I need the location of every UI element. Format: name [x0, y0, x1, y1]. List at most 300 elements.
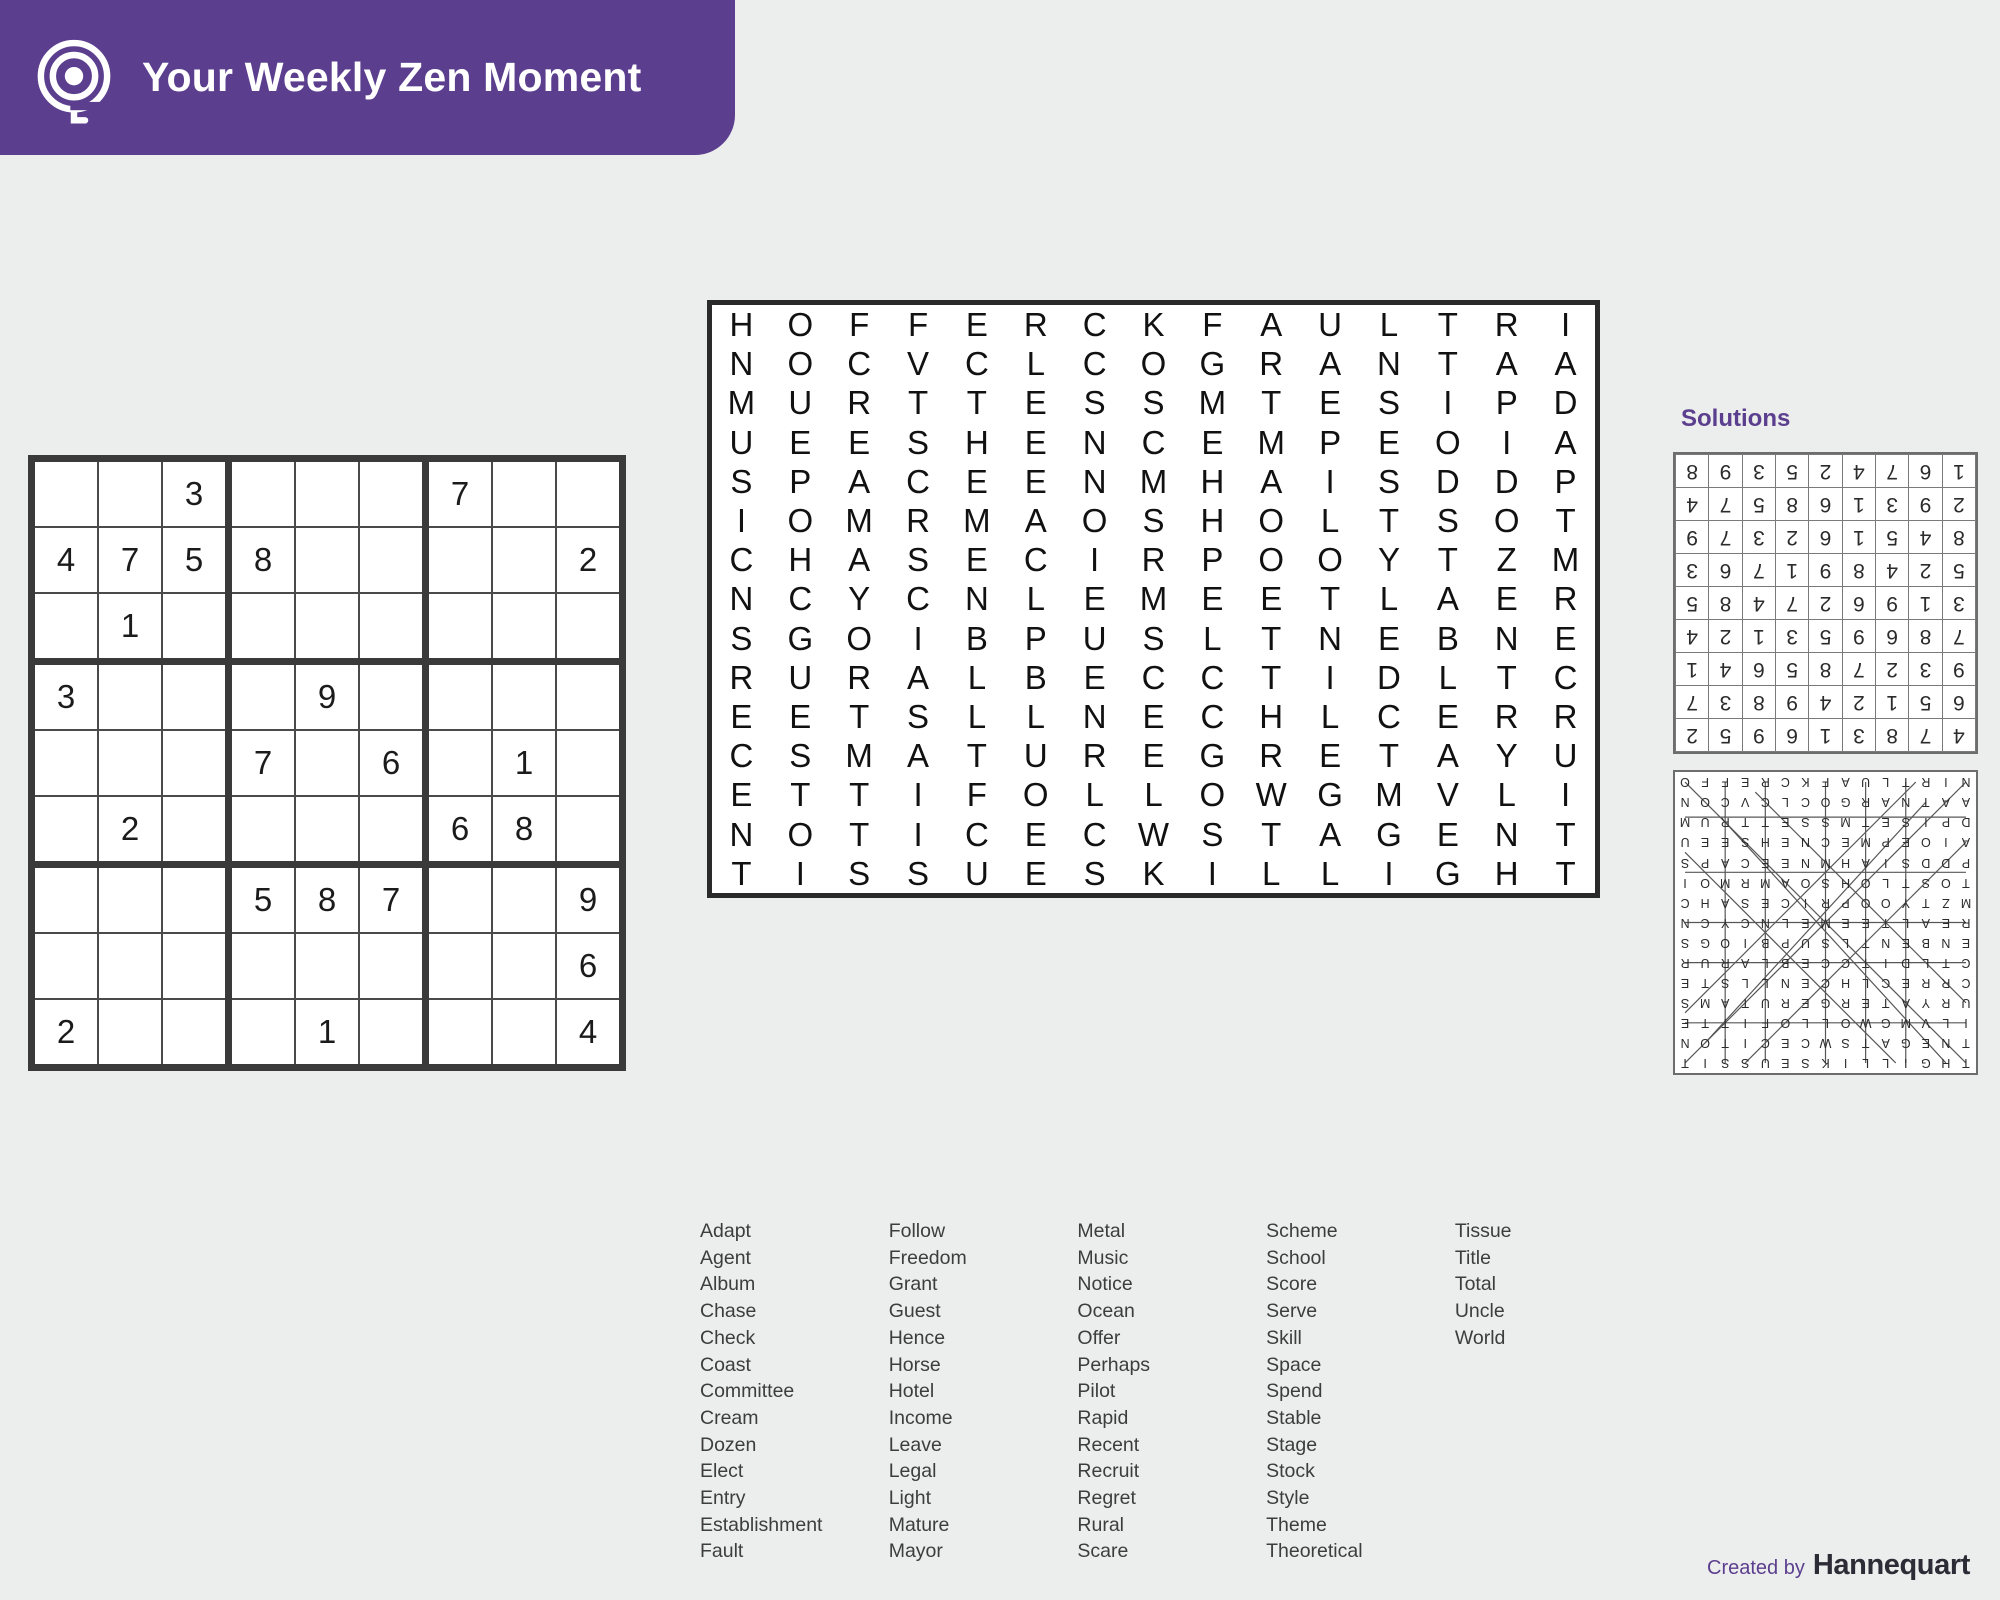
sudoku-cell[interactable]: 2 [32, 999, 99, 1068]
sudoku-cell[interactable] [556, 662, 623, 731]
word-search-cell[interactable]: L [967, 658, 987, 696]
word-search-cell[interactable]: R [1553, 580, 1578, 618]
word-search-cell[interactable]: F [907, 306, 929, 344]
word-search-cell[interactable]: O [846, 619, 872, 657]
word-search-cell[interactable]: N [1494, 815, 1519, 853]
word-search-cell[interactable]: Z [1496, 541, 1517, 579]
word-search-cell[interactable]: A [1319, 815, 1342, 853]
sudoku-cell[interactable] [295, 527, 359, 593]
word-search-cell[interactable]: O [1022, 776, 1049, 814]
word-search-cell[interactable]: P [1554, 462, 1577, 500]
word-search-cell[interactable]: R [847, 384, 872, 422]
sudoku-cell[interactable] [359, 527, 426, 593]
word-search-cell[interactable]: B [1024, 658, 1047, 696]
word-search-cell[interactable]: E [1142, 737, 1165, 775]
word-search-cell[interactable]: F [1202, 306, 1223, 344]
sudoku-cell[interactable] [556, 730, 623, 796]
sudoku-cell[interactable] [32, 796, 99, 865]
word-search-cell[interactable]: M [845, 502, 873, 540]
word-search-cell[interactable]: C [1082, 815, 1107, 853]
word-search-cell[interactable]: O [1140, 345, 1167, 383]
sudoku-cell[interactable] [426, 593, 493, 662]
sudoku-cell[interactable] [162, 796, 229, 865]
sudoku-cell[interactable] [492, 999, 556, 1068]
word-search-cell[interactable]: A [1436, 580, 1459, 618]
word-search-cell[interactable]: S [1083, 384, 1106, 422]
word-search-cell[interactable]: S [1142, 502, 1165, 540]
word-search-cell[interactable]: C [1200, 658, 1225, 696]
word-search-cell[interactable]: I [1325, 658, 1335, 696]
sudoku-cell[interactable] [295, 593, 359, 662]
word-search-cell[interactable]: S [730, 619, 753, 657]
word-search-cell[interactable]: E [1024, 462, 1047, 500]
sudoku-cell[interactable]: 8 [492, 796, 556, 865]
word-search-cell[interactable]: O [787, 306, 814, 344]
sudoku-cell[interactable] [229, 593, 296, 662]
sudoku-cell[interactable]: 6 [426, 796, 493, 865]
word-search-cell[interactable]: L [1320, 854, 1340, 892]
sudoku-cell[interactable] [162, 662, 229, 731]
sudoku-cell[interactable] [426, 865, 493, 934]
word-search-cell[interactable]: E [730, 776, 753, 814]
word-search-cell[interactable]: C [906, 580, 930, 618]
word-search-cell[interactable]: A [848, 462, 871, 500]
word-search-cell[interactable]: E [1083, 658, 1106, 696]
sudoku-cell[interactable] [426, 527, 493, 593]
word-search-cell[interactable]: T [731, 854, 752, 892]
word-search-cell[interactable]: I [1090, 541, 1100, 579]
sudoku-cell[interactable] [98, 865, 162, 934]
word-search-cell[interactable]: E [1554, 619, 1577, 657]
word-search-cell[interactable]: S [907, 423, 930, 461]
word-search-cell[interactable]: D [1494, 462, 1519, 500]
word-search-cell[interactable]: N [1318, 619, 1343, 657]
word-search-cell[interactable]: U [1082, 619, 1107, 657]
sudoku-cell[interactable] [359, 593, 426, 662]
word-search-cell[interactable]: U [1553, 737, 1578, 775]
word-search-cell[interactable]: N [1082, 462, 1107, 500]
word-search-cell[interactable]: H [1494, 854, 1519, 892]
sudoku-cell[interactable]: 9 [556, 865, 623, 934]
word-search-cell[interactable]: R [729, 658, 754, 696]
word-search-cell[interactable]: Y [1495, 737, 1518, 775]
sudoku-cell[interactable] [162, 730, 229, 796]
word-search-cell[interactable]: C [1200, 698, 1225, 736]
word-search-cell[interactable]: I [1443, 384, 1453, 422]
word-search-cell[interactable]: T [966, 384, 987, 422]
word-search-cell[interactable]: P [1024, 619, 1047, 657]
word-search-cell[interactable]: A [1436, 737, 1459, 775]
word-search-cell[interactable]: E [1377, 423, 1400, 461]
word-search-cell[interactable]: U [788, 384, 813, 422]
word-search-cell[interactable]: E [1024, 854, 1047, 892]
word-search-cell[interactable]: L [1320, 698, 1340, 736]
word-search-cell[interactable]: R [1023, 306, 1048, 344]
word-search-cell[interactable]: E [1495, 580, 1518, 618]
word-search-cell[interactable]: U [1318, 306, 1343, 344]
word-search-cell[interactable]: E [730, 698, 753, 736]
word-search-cell[interactable]: N [1082, 698, 1107, 736]
sudoku-cell[interactable] [359, 933, 426, 999]
word-search-cell[interactable]: E [1024, 384, 1047, 422]
word-search-cell[interactable]: U [1023, 737, 1048, 775]
sudoku-cell[interactable] [229, 933, 296, 999]
word-search-cell[interactable]: U [964, 854, 989, 892]
word-search-cell[interactable]: O [1317, 541, 1343, 579]
word-search-cell[interactable]: H [729, 306, 754, 344]
word-search-cell[interactable]: E [1083, 580, 1106, 618]
word-search-cell[interactable]: O [1258, 541, 1285, 579]
word-search-cell[interactable]: L [1026, 580, 1045, 618]
word-search-cell[interactable]: C [1082, 306, 1107, 344]
word-search-cell[interactable]: S [848, 854, 871, 892]
word-search-cell[interactable]: I [736, 502, 747, 540]
word-search-cell[interactable]: C [964, 345, 989, 383]
word-search-cell[interactable]: I [1560, 306, 1571, 344]
word-search-cell[interactable]: C [1141, 423, 1166, 461]
sudoku-cell[interactable] [426, 933, 493, 999]
word-search-cell[interactable]: A [1554, 345, 1577, 383]
word-search-cell[interactable]: L [1144, 776, 1163, 814]
word-search-cell[interactable]: G [1434, 854, 1461, 892]
word-search-cell[interactable]: L [1379, 306, 1399, 344]
word-search-cell[interactable]: I [1207, 854, 1217, 892]
word-search-cell[interactable]: L [967, 698, 987, 736]
sudoku-cell[interactable] [229, 459, 296, 528]
word-search-cell[interactable]: D [1377, 658, 1401, 696]
word-search-cell[interactable]: M [1551, 541, 1580, 579]
word-search-cell[interactable]: E [1377, 619, 1400, 657]
sudoku-cell[interactable] [162, 933, 229, 999]
sudoku-cell[interactable] [359, 999, 426, 1068]
word-search-cell[interactable]: I [795, 854, 805, 892]
word-search-cell[interactable]: A [907, 737, 930, 775]
word-search-cell[interactable]: I [1560, 776, 1571, 814]
word-search-cell[interactable]: T [966, 737, 987, 775]
sudoku-cell[interactable]: 7 [426, 459, 493, 528]
word-search-cell[interactable]: L [1026, 345, 1045, 383]
sudoku-cell[interactable]: 8 [295, 865, 359, 934]
word-search-cell[interactable]: E [848, 423, 871, 461]
sudoku-cell[interactable] [32, 730, 99, 796]
sudoku-cell[interactable]: 4 [32, 527, 99, 593]
sudoku-cell[interactable]: 5 [162, 527, 229, 593]
word-search-cell[interactable]: E [1024, 423, 1047, 461]
word-search-cell[interactable]: H [1259, 698, 1284, 736]
word-search-cell[interactable]: P [1495, 384, 1518, 422]
word-search-cell[interactable]: I [913, 619, 923, 657]
word-search-cell[interactable]: C [729, 541, 754, 579]
word-search-cell[interactable]: T [1437, 541, 1458, 579]
word-search-cell[interactable]: H [788, 541, 813, 579]
word-search-cell[interactable]: R [1259, 737, 1284, 775]
word-search-cell[interactable]: L [1026, 698, 1045, 736]
word-search-cell[interactable]: O [1081, 502, 1108, 540]
word-search-cell[interactable]: T [1378, 737, 1400, 775]
sudoku-cell[interactable]: 8 [229, 527, 296, 593]
word-search-cell[interactable]: R [847, 658, 872, 696]
word-search-cell[interactable]: E [1201, 423, 1224, 461]
word-search-cell[interactable]: L [1497, 776, 1516, 814]
word-search-cell[interactable]: N [729, 580, 754, 618]
sudoku-cell[interactable]: 7 [98, 527, 162, 593]
sudoku-cell[interactable] [492, 933, 556, 999]
word-search-cell[interactable]: E [965, 306, 988, 344]
word-search-cell[interactable]: T [790, 776, 811, 814]
word-search-cell[interactable]: A [1024, 502, 1047, 540]
word-search-cell[interactable]: E [965, 541, 988, 579]
sudoku-cell[interactable] [229, 662, 296, 731]
word-search-cell[interactable]: N [1494, 619, 1519, 657]
word-search-cell[interactable]: E [1142, 698, 1165, 736]
word-search-cell[interactable]: T [1496, 658, 1517, 696]
word-search-cell[interactable]: R [906, 502, 930, 540]
word-search-cell[interactable]: Y [848, 580, 871, 618]
sudoku-cell[interactable] [295, 730, 359, 796]
word-search-cell[interactable]: C [847, 345, 872, 383]
word-search-cell[interactable]: G [1376, 815, 1402, 853]
word-search-cell[interactable]: S [1377, 462, 1400, 500]
word-search-cell[interactable]: T [1555, 815, 1576, 853]
word-search-cell[interactable]: V [1436, 776, 1459, 814]
word-search-cell[interactable]: A [1260, 306, 1283, 344]
word-search-cell[interactable]: I [1384, 854, 1394, 892]
word-search-cell[interactable]: P [789, 462, 812, 500]
word-search-cell[interactable]: A [1554, 423, 1577, 461]
word-search-cell[interactable]: G [787, 619, 814, 657]
word-search-cell[interactable]: T [849, 815, 870, 853]
sudoku-cell[interactable] [492, 527, 556, 593]
word-search-cell[interactable]: N [729, 345, 754, 383]
sudoku-cell[interactable]: 2 [556, 527, 623, 593]
sudoku-cell[interactable] [556, 459, 623, 528]
word-search-cell[interactable]: Y [1377, 541, 1400, 579]
sudoku-cell[interactable] [98, 459, 162, 528]
word-search-cell[interactable]: M [1257, 423, 1285, 461]
sudoku-cell[interactable] [492, 865, 556, 934]
word-search-cell[interactable]: T [849, 776, 870, 814]
sudoku-cell[interactable] [162, 865, 229, 934]
sudoku-cell[interactable] [162, 593, 229, 662]
word-search-cell[interactable]: E [1319, 384, 1342, 422]
word-search-cell[interactable]: M [963, 502, 991, 540]
sudoku-cell[interactable] [98, 662, 162, 731]
word-search-cell[interactable]: T [1261, 658, 1282, 696]
word-search-cell[interactable]: O [1199, 776, 1226, 814]
word-search-cell[interactable]: S [1436, 502, 1459, 540]
sudoku-cell[interactable] [359, 662, 426, 731]
word-search-cell[interactable]: E [1201, 580, 1224, 618]
word-search-cell[interactable]: F [849, 306, 870, 344]
sudoku-cell[interactable] [98, 730, 162, 796]
word-search-cell[interactable]: R [1494, 306, 1519, 344]
word-search-cell[interactable]: C [1553, 658, 1578, 696]
sudoku-cell[interactable]: 3 [32, 662, 99, 731]
word-search-cell[interactable]: O [787, 815, 814, 853]
sudoku-cell[interactable] [426, 662, 493, 731]
word-search-cell[interactable]: K [1142, 854, 1165, 892]
word-search-cell[interactable]: S [1142, 384, 1165, 422]
word-search-cell[interactable]: H [1200, 462, 1225, 500]
sudoku-cell[interactable] [295, 933, 359, 999]
word-search-cell[interactable]: S [907, 854, 930, 892]
word-search-cell[interactable]: U [788, 658, 813, 696]
word-search-cell[interactable]: R [1494, 698, 1519, 736]
word-search-cell[interactable]: T [1261, 384, 1282, 422]
sudoku-cell[interactable] [492, 459, 556, 528]
word-search-cell[interactable]: C [906, 462, 930, 500]
word-search-cell[interactable]: C [964, 815, 989, 853]
word-search-cell[interactable]: A [848, 541, 871, 579]
sudoku-cell[interactable]: 1 [295, 999, 359, 1068]
sudoku-cell[interactable]: 6 [359, 730, 426, 796]
word-search-cell[interactable]: C [1082, 345, 1107, 383]
word-search-cell[interactable]: C [1377, 698, 1401, 736]
word-search-cell[interactable]: H [1200, 502, 1225, 540]
word-search-cell[interactable]: L [1320, 502, 1340, 540]
sudoku-cell[interactable] [295, 796, 359, 865]
sudoku-cell[interactable] [556, 593, 623, 662]
word-search-cell[interactable]: L [1085, 776, 1104, 814]
sudoku-cell[interactable] [426, 730, 493, 796]
word-search-cell[interactable]: B [1436, 619, 1459, 657]
sudoku-cell[interactable] [295, 459, 359, 528]
word-search-cell[interactable]: V [907, 345, 930, 383]
word-search-cell[interactable]: E [1319, 737, 1342, 775]
sudoku-cell[interactable] [492, 662, 556, 731]
word-search-cell[interactable]: S [1083, 854, 1106, 892]
word-search-cell[interactable]: M [845, 737, 873, 775]
word-search-cell[interactable]: I [1325, 462, 1335, 500]
word-search-cell[interactable]: P [1319, 423, 1342, 461]
word-search-cell[interactable]: N [964, 580, 989, 618]
word-search-cell[interactable]: E [789, 423, 812, 461]
word-search-cell[interactable]: L [1438, 658, 1457, 696]
word-search-cell[interactable]: T [1437, 345, 1458, 383]
word-search-cell[interactable]: A [907, 658, 930, 696]
sudoku-cell[interactable]: 7 [359, 865, 426, 934]
word-search-cell[interactable]: S [730, 462, 753, 500]
word-search-cell[interactable]: L [1262, 854, 1281, 892]
word-search-cell[interactable]: W [1255, 776, 1287, 814]
word-search-cell[interactable]: M [727, 384, 756, 422]
word-search-cell[interactable]: E [965, 462, 988, 500]
word-search-cell[interactable]: T [1437, 306, 1458, 344]
word-search-cell[interactable]: O [1493, 502, 1520, 540]
word-search-cell[interactable]: E [789, 698, 812, 736]
word-search-cell[interactable]: T [1261, 815, 1282, 853]
word-search-cell[interactable]: E [1436, 815, 1459, 853]
word-search-cell[interactable]: M [1139, 462, 1168, 500]
word-search-cell[interactable]: C [1023, 541, 1048, 579]
word-search-cell[interactable]: T [1261, 619, 1282, 657]
word-search-cell[interactable]: H [964, 423, 989, 461]
sudoku-cell[interactable] [32, 459, 99, 528]
sudoku-cell[interactable] [32, 593, 99, 662]
sudoku-cell[interactable]: 1 [492, 730, 556, 796]
word-search-cell[interactable]: F [966, 776, 987, 814]
word-search-cell[interactable]: W [1137, 815, 1170, 853]
sudoku-cell[interactable] [229, 796, 296, 865]
word-search-cell[interactable]: T [907, 384, 929, 422]
word-search-cell[interactable]: N [1377, 345, 1401, 383]
word-search-cell[interactable]: S [1142, 619, 1165, 657]
word-search-cell[interactable]: R [1553, 698, 1578, 736]
sudoku-cell[interactable] [492, 593, 556, 662]
word-search-cell[interactable]: K [1142, 306, 1165, 344]
word-search-cell[interactable]: A [1260, 462, 1283, 500]
word-search-cell[interactable]: R [1082, 737, 1107, 775]
sudoku-cell[interactable] [229, 999, 296, 1068]
word-search-cell[interactable]: O [1258, 502, 1285, 540]
word-search-cell[interactable]: T [849, 698, 870, 736]
sudoku-cell[interactable] [359, 796, 426, 865]
sudoku-cell[interactable] [556, 796, 623, 865]
word-search-cell[interactable]: I [913, 776, 923, 814]
sudoku-cell[interactable] [98, 933, 162, 999]
word-search-cell[interactable]: T [1378, 502, 1400, 540]
word-search-cell[interactable]: U [729, 423, 754, 461]
word-search-cell[interactable]: E [1024, 815, 1047, 853]
word-search-cell[interactable]: L [1379, 580, 1399, 618]
word-search-cell[interactable]: S [907, 698, 930, 736]
word-search-cell[interactable]: N [729, 815, 754, 853]
word-search-cell[interactable]: O [1434, 423, 1461, 461]
word-search-cell[interactable]: E [1260, 580, 1283, 618]
sudoku-cell[interactable]: 7 [229, 730, 296, 796]
word-search-cell[interactable]: C [729, 737, 754, 775]
word-search-cell[interactable]: O [787, 502, 814, 540]
word-search-cell[interactable]: S [907, 541, 930, 579]
word-search-cell[interactable]: M [1198, 384, 1227, 422]
word-search-cell[interactable]: M [1375, 776, 1403, 814]
sudoku-cell[interactable]: 1 [98, 593, 162, 662]
sudoku-cell[interactable] [32, 865, 99, 934]
sudoku-cell[interactable]: 2 [98, 796, 162, 865]
word-search-cell[interactable]: P [1201, 541, 1224, 579]
word-search-cell[interactable]: S [789, 737, 812, 775]
word-search-cell[interactable]: T [1555, 854, 1576, 892]
word-search-cell[interactable]: A [1319, 345, 1342, 383]
word-search-cell[interactable]: S [1201, 815, 1224, 853]
word-search-cell[interactable]: E [1436, 698, 1459, 736]
word-search-cell[interactable]: G [1199, 345, 1226, 383]
word-search-cell[interactable]: I [913, 815, 923, 853]
sudoku-cell[interactable]: 9 [295, 662, 359, 731]
word-search-cell[interactable]: G [1317, 776, 1343, 814]
sudoku-cell[interactable] [32, 933, 99, 999]
sudoku-cell[interactable] [162, 999, 229, 1068]
word-search-cell[interactable]: L [1203, 619, 1222, 657]
word-search-cell[interactable]: S [1377, 384, 1400, 422]
word-search-cell[interactable]: M [1139, 580, 1168, 618]
word-search-cell[interactable]: D [1553, 384, 1578, 422]
sudoku-cell[interactable] [98, 999, 162, 1068]
sudoku-cell[interactable] [426, 999, 493, 1068]
word-search-cell[interactable]: C [788, 580, 813, 618]
word-search-cell[interactable]: D [1435, 462, 1460, 500]
word-search-cell[interactable]: O [787, 345, 814, 383]
word-search-cell[interactable]: C [1141, 658, 1166, 696]
sudoku-cell[interactable]: 4 [556, 999, 623, 1068]
sudoku-cell[interactable]: 6 [556, 933, 623, 999]
word-search-cell[interactable]: T [1555, 502, 1576, 540]
word-search-cell[interactable]: G [1199, 737, 1226, 775]
sudoku-cell[interactable]: 5 [229, 865, 296, 934]
word-search-cell[interactable]: A [1495, 345, 1518, 383]
word-search-cell[interactable]: I [1502, 423, 1512, 461]
word-search-cell[interactable]: N [1082, 423, 1107, 461]
